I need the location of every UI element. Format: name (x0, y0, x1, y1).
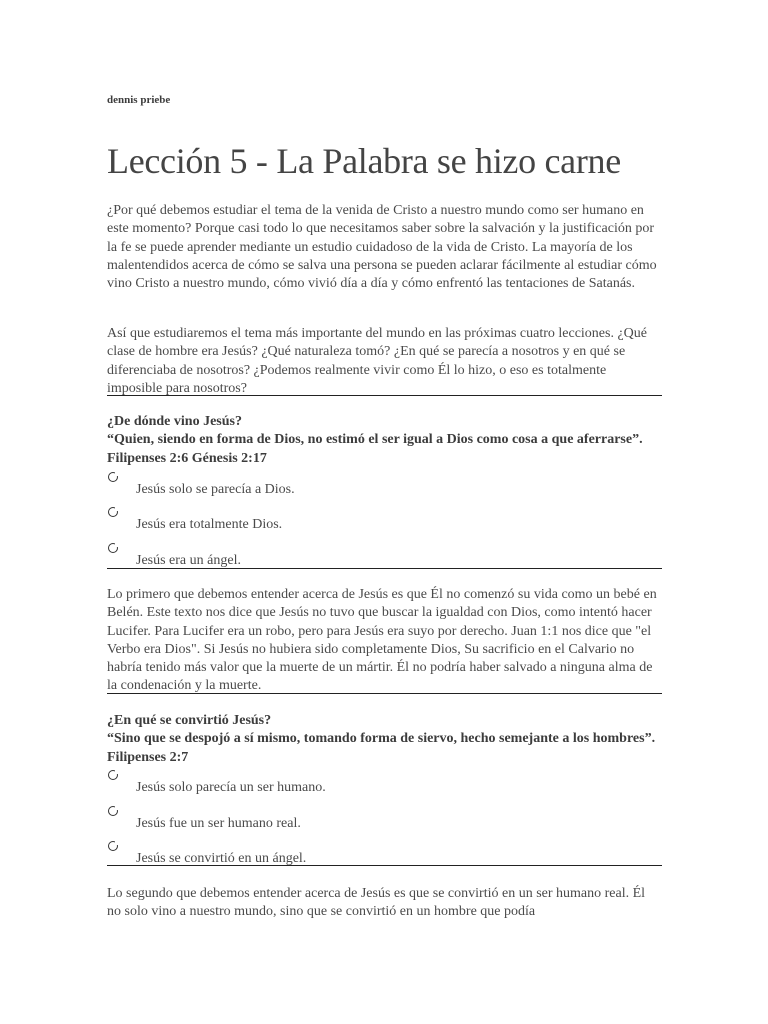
radio-button[interactable] (108, 806, 118, 816)
option-label: Jesús era un ángel. (136, 553, 241, 568)
divider (107, 395, 662, 396)
option-label: Jesús solo parecía un ser humano. (136, 780, 326, 795)
explanation-paragraph: Lo segundo que debemos entender acerca de Jesús es que se convirtió en un ser humano real. Él no solo vino a nuestro mundo, sino que se convirtió en un hombre que podía (107, 886, 646, 920)
radio-button[interactable] (108, 543, 118, 553)
question-block (107, 712, 662, 767)
option-label: Jesús solo se parecía a Dios. (136, 482, 295, 497)
question-verse: “Sino que se despojó a sí mismo, tomando forma de siervo, hecho semejante a los hombres”. Filipenses 2:7 (107, 731, 656, 765)
question-verse: “Quien, siendo en forma de Dios, no estimó el ser igual a Dios como cosa a que aferrarse”. Filipenses 2:6 Génesis 2:17 (107, 432, 643, 466)
question-title: ¿En qué se convirtió Jesús? (107, 713, 272, 728)
explanation-paragraph: Lo primero que debemos entender acerca de Jesús es que Él no comenzó su vida como un bebé en Belén. Este texto nos dice que Jesús no tuvo que buscar la igualdad con Dios, como intentó hacer Lucifer. Para Lucifer era un robo, pero para Jesús era suyo por derecho. Juan 1:1 nos dice que "el Verbo era Dios". Si Jesús no hubiera sido completamente Dios, Su sacrificio en el Calvario no habría tenido más valor que la muerte de un mártir. Él no podría haber salvado a ninguna alma de la condenación y la muerte. (107, 587, 657, 694)
page-title: Lección 5 - La Palabra se hizo carne (107, 141, 621, 181)
answer-option[interactable] (107, 770, 662, 804)
author-name: dennis priebe (107, 94, 171, 106)
radio-button[interactable] (108, 770, 118, 780)
option-label: Jesús fue un ser humano real. (136, 816, 301, 831)
answer-option[interactable] (107, 806, 662, 840)
intro-paragraph-2: Así que estudiaremos el tema más importante del mundo en las próximas cuatro lecciones. ¿Qué clase de hombre era Jesús? ¿Qué naturaleza tomó? ¿En qué se parecía a nosotros y en qué se diferenciaba de nosotros? ¿Podemos realmente vivir como Él lo hizo, o eso es totalmente imposible para nosotros? (107, 326, 648, 396)
radio-button[interactable] (108, 472, 118, 482)
answer-option[interactable] (107, 543, 662, 577)
option-label: Jesús se convirtió en un ángel. (136, 851, 307, 866)
radio-button[interactable] (108, 507, 118, 517)
intro-paragraph-1: ¿Por qué debemos estudiar el tema de la venida de Cristo a nuestro mundo como ser humano en este momento? Porque casi todo lo que necesitamos saber sobre la salvación y la justificación por la fe se puede aprender mediante un estudio cuidadoso de la vida de Cristo. La mayoría de los malentendidos acerca de cómo se salva una persona se pueden aclarar fácilmente al estudiar cómo vino Cristo a nuestro mundo, cómo vivió día a día y cómo enfrentó las tentaciones de Satanás. (107, 203, 657, 292)
answer-option[interactable] (107, 841, 662, 875)
option-label: Jesús era totalmente Dios. (136, 517, 283, 532)
divider (107, 865, 662, 866)
answer-option[interactable] (107, 472, 662, 506)
divider (107, 568, 662, 569)
answer-option[interactable] (107, 507, 662, 541)
question-title: ¿De dónde vino Jesús? (107, 414, 242, 429)
divider (107, 693, 662, 694)
radio-button[interactable] (108, 841, 118, 851)
question-block (107, 413, 662, 468)
